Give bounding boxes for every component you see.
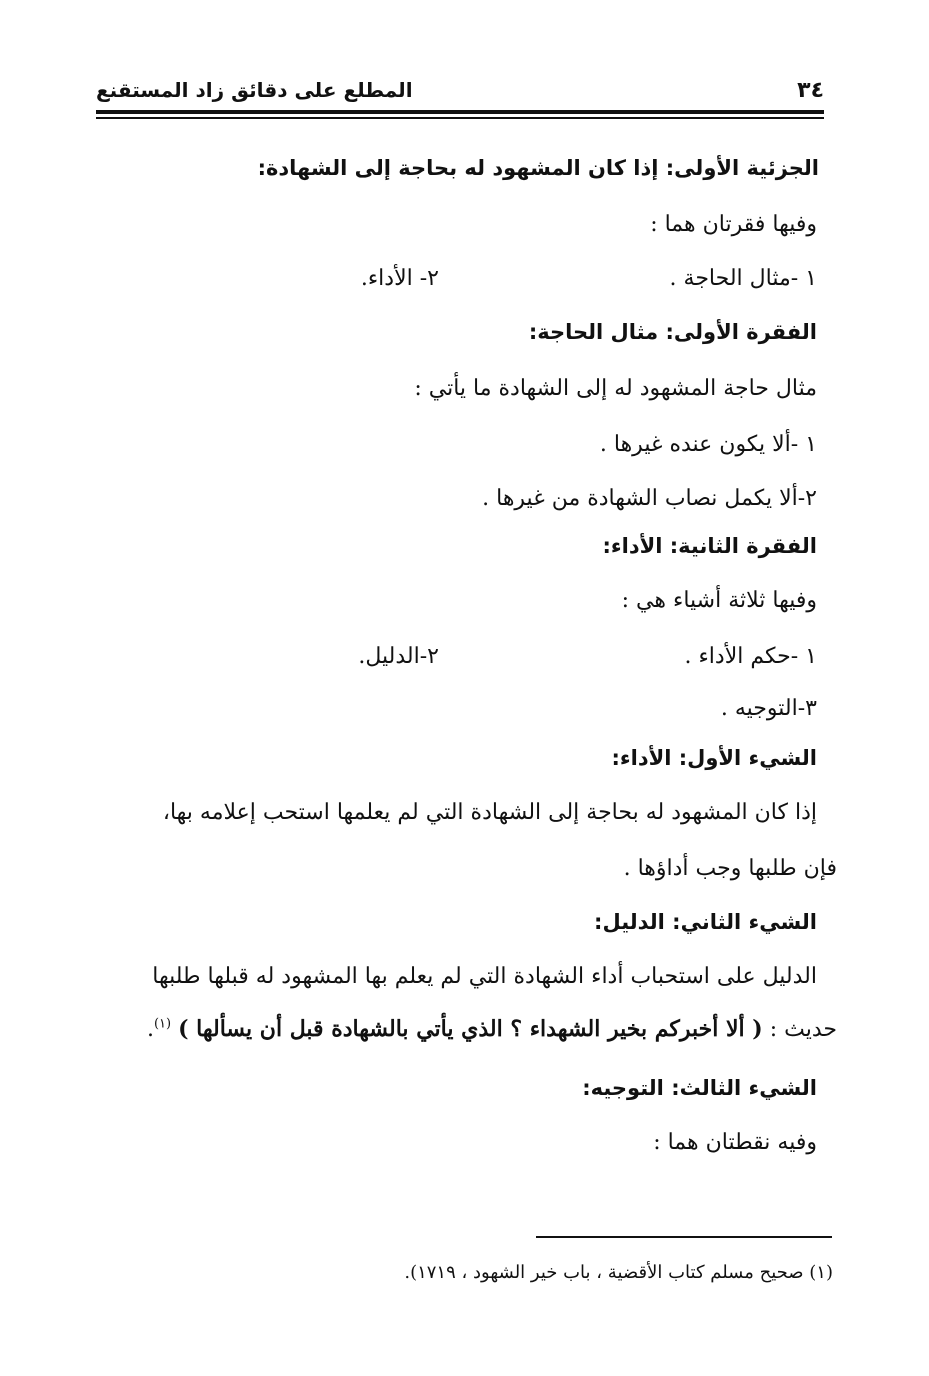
para-4-line-2: فإن طلبها وجب أداؤها .	[623, 856, 837, 881]
intro-3: وفيها ثلاثة أشياء هي :	[621, 588, 817, 613]
page-number: ٣٤	[797, 78, 824, 103]
hadith-intro: حديث :	[769, 1017, 837, 1042]
list-2-item-1: ١ -ألا يكون عنده غيرها .	[599, 432, 817, 457]
list-3-item-1: ١ -حكم الأداء .	[684, 644, 817, 669]
intro-1: وفيها فقرتان هما :	[650, 212, 817, 237]
footnote-marker: (١)	[153, 1016, 172, 1032]
page-header	[96, 78, 824, 108]
list-3-item-2: ٢-الدليل.	[358, 644, 439, 669]
intro-2: مثال حاجة المشهود له إلى الشهادة ما يأتي :	[414, 376, 817, 401]
para-5-line-1: الدليل على استحباب أداء الشهادة التي لم يعلم بها المشهود له قبلها طلبها	[152, 964, 817, 989]
footnote: (١) صحيح مسلم كتاب الأقضية ، باب خير الشهود ، ١٧١٩).	[404, 1262, 833, 1283]
section-heading-3: الفقرة الثانية: الأداء:	[602, 534, 817, 558]
hadith-quote: ( ألا أخبركم بخير الشهداء ؟ الذي يأتي بالشهادة قبل أن يسألها )	[178, 1016, 763, 1042]
list-3-item-3: ٣-التوجيه .	[720, 696, 817, 721]
header-rule-thin	[96, 117, 824, 119]
para-4-line-1: إذا كان المشهود له بحاجة إلى الشهادة التي لم يعلمها استحب إعلامه بها،	[162, 800, 817, 825]
section-heading-1: الجزئية الأولى: إذا كان المشهود له بحاجة إلى الشهادة:	[257, 156, 819, 180]
intro-6: وفيه نقطتان هما :	[653, 1130, 817, 1155]
section-heading-6: الشيء الثالث: التوجيه:	[582, 1076, 817, 1100]
running-title: المطلع على دقائق زاد المستقنع	[96, 78, 413, 102]
list-1-item-1: ١ -مثال الحاجة .	[669, 266, 817, 291]
para-5-end: .	[146, 1017, 154, 1042]
list-2-item-2: ٢-ألا يكمل نصاب الشهادة من غيرها .	[482, 486, 817, 511]
footnote-rule	[536, 1236, 832, 1238]
section-heading-4: الشيء الأول: الأداء:	[611, 746, 817, 770]
para-5-line-2	[147, 1016, 837, 1043]
header-rule-thick	[96, 110, 824, 114]
section-heading-5: الشيء الثاني: الدليل:	[594, 910, 817, 934]
list-1-item-2: ٢- الأداء.	[360, 266, 439, 291]
section-heading-2: الفقرة الأولى: مثال الحاجة:	[528, 320, 817, 344]
